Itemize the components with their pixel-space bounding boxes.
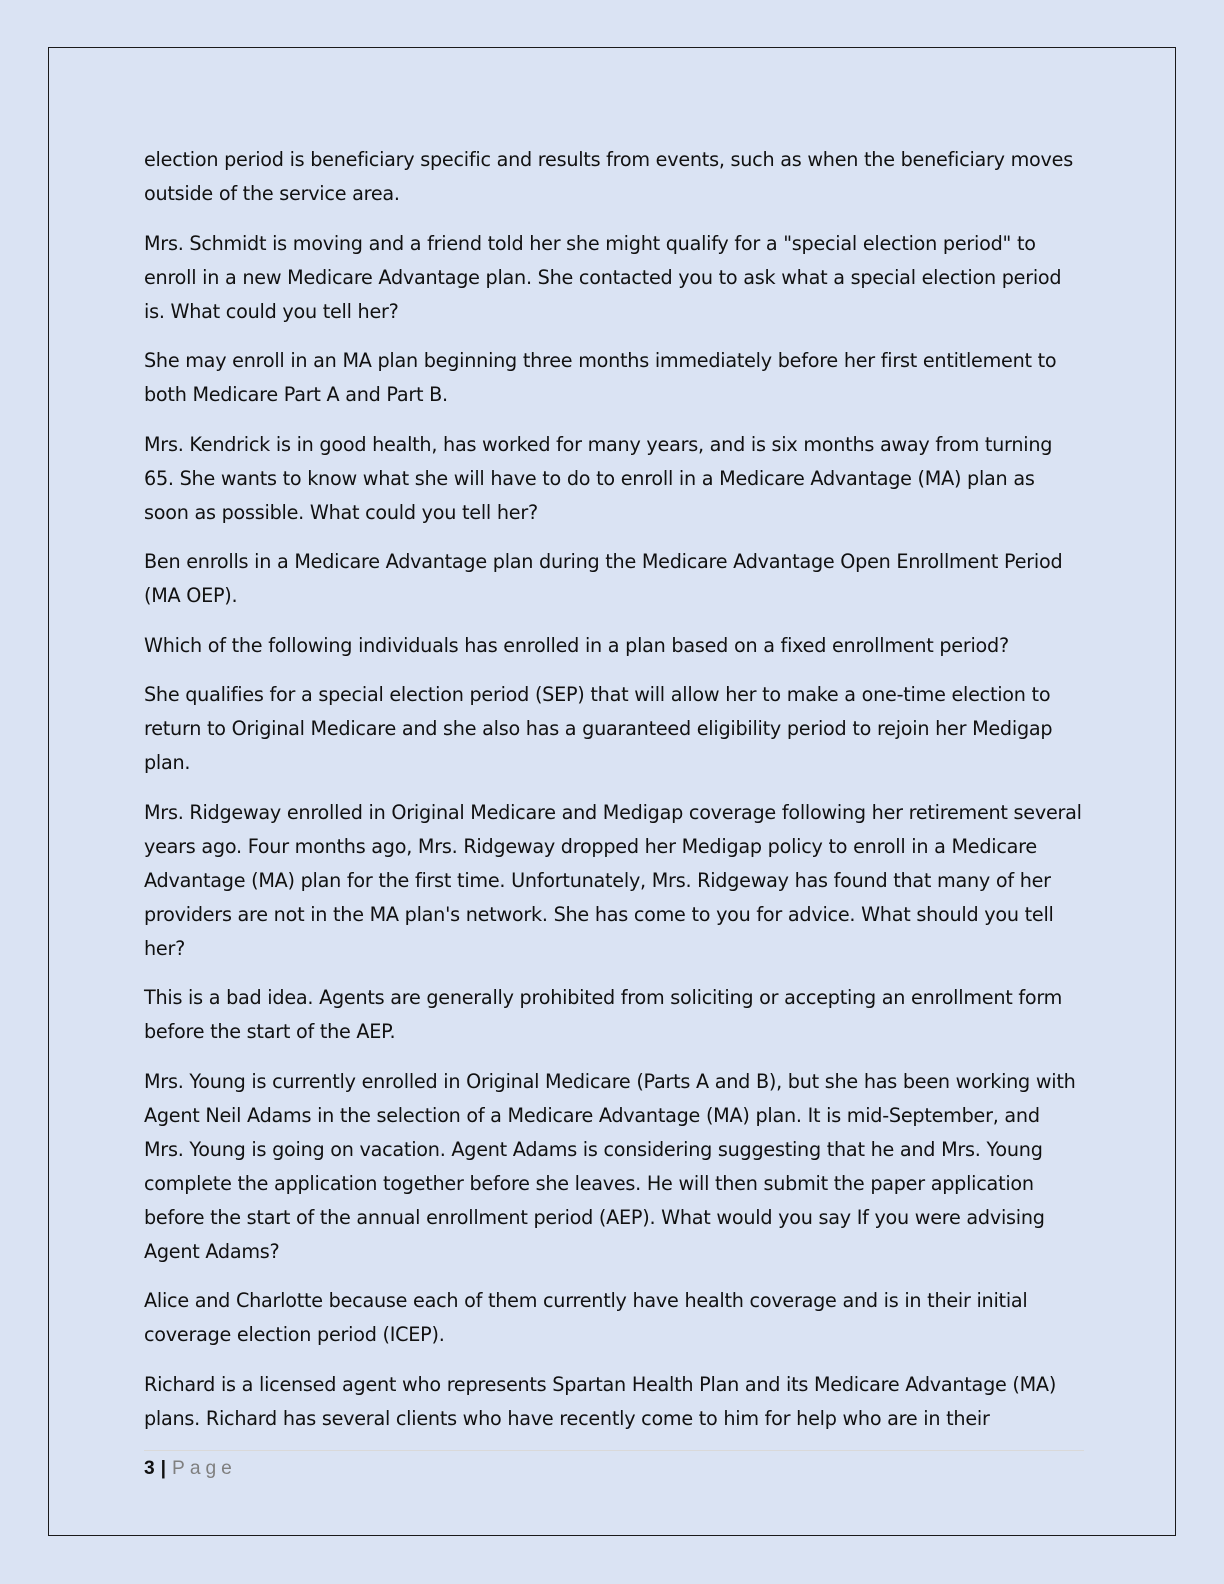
paragraph: Ben enrolls in a Medicare Advantage plan during the Medicare Advantage Open Enrollment Period (MA OEP).: [144, 550, 1063, 607]
paragraph: Mrs. Schmidt is moving and a friend told her she might qualify for a "special election period" to enroll in a new Medicare Advantage plan. She contacted you to ask what a special election period is. What could you tell her?: [144, 231, 1062, 323]
page-footer: [144, 1454, 237, 1484]
paragraph: Mrs. Young is currently enrolled in Original Medicare (Parts A and B), but she has been working with Agent Neil Adams in the selection of a Medicare Advantage (MA) plan. It is mid-September, and Mrs. Young is going on vacation. Agent Adams is considering suggesting that he and Mrs. Young complete the application together before she leaves. He will then submit the paper application before the start of the annual enrollment period (AEP). What would you say If you were advising Agent Adams?: [144, 1069, 1076, 1263]
paragraph: Richard is a licensed agent who represents Spartan Health Plan and its Medicare Advantage (MA) plans. Richard has several clients who have recently come to him for help who are in their: [144, 1372, 1057, 1430]
paragraph: Alice and Charlotte because each of them currently have health coverage and is in their initial coverage election period (ICEP).: [144, 1289, 1028, 1346]
footer-divider: [144, 1450, 1084, 1451]
paragraph: Mrs. Ridgeway enrolled in Original Medicare and Medigap coverage following her retirement several years ago. Four months ago, Mrs. Ridgeway dropped her Medigap policy to enroll in a Medicare Advantage (MA) plan for the first time. Unfortunately, Mrs. Ridgeway has found that many of her providers are not in the MA plan's network. She has come to you for advice. What should you tell her?: [144, 800, 1082, 960]
document-body: [144, 143, 1084, 1451]
paragraph: election period is beneficiary specific and results from events, such as when the beneficiary moves outside of the service area.: [144, 148, 1073, 205]
paragraph: She may enroll in an MA plan beginning three months immediately before her first entitlement to both Medicare Part A and Part B.: [144, 349, 1057, 406]
page-label: Page: [172, 1458, 237, 1479]
page-number: 3: [144, 1458, 155, 1479]
footer-separator: |: [160, 1458, 167, 1479]
paragraph: Mrs. Kendrick is in good health, has worked for many years, and is six months away from turning 65. She wants to know what she will have to do to enroll in a Medicare Advantage (MA) plan as soon as possible. What could you tell her?: [144, 432, 1053, 524]
paragraph: She qualifies for a special election period (SEP) that will allow her to make a one-time election to return to Original Medicare and she also has a guaranteed eligibility period to rejoin her Medigap plan.: [144, 683, 1053, 774]
paragraph: Which of the following individuals has enrolled in a plan based on a fixed enrollment period?: [144, 633, 1009, 657]
paragraph: This is a bad idea. Agents are generally prohibited from soliciting or accepting an enrollment form before the start of the AEP.: [144, 986, 1063, 1043]
